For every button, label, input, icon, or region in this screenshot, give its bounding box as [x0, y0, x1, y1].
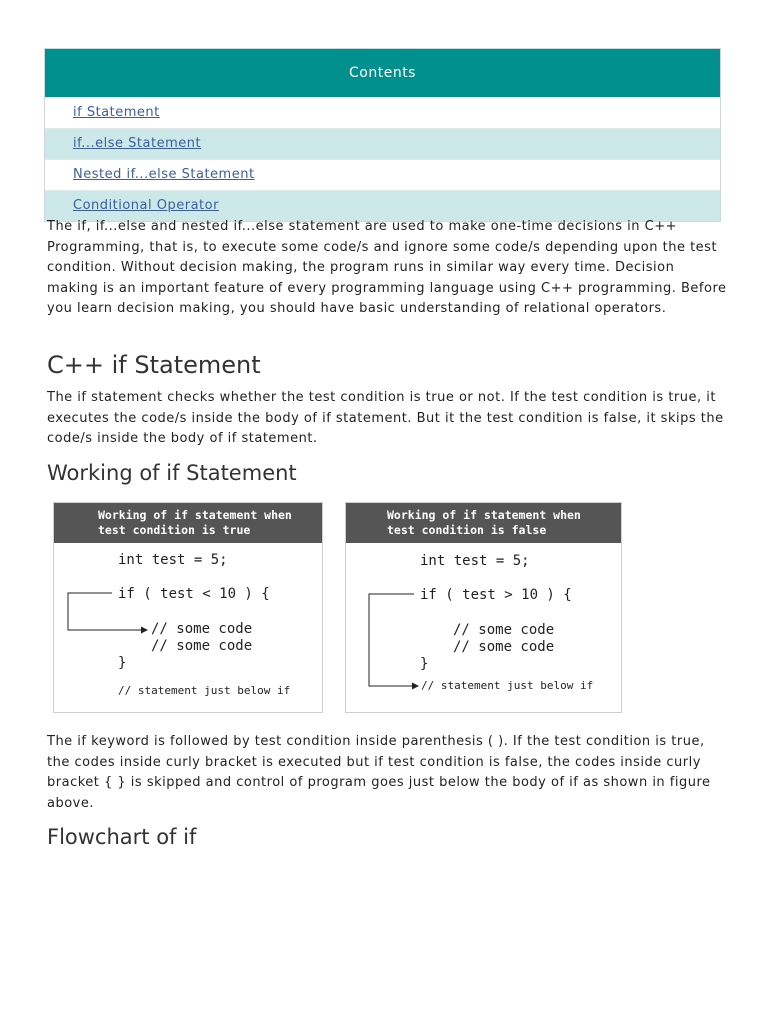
- contents-header: Contents: [45, 49, 720, 97]
- section-heading-if-statement: C++ if Statement: [47, 351, 261, 379]
- if-statement-paragraph: The if statement checks whether the test condition is true or not. If the test condition is true, it executes the code/s inside the body of if statement. But it the test condition is false, it skips the code/s inside the body of if statement.: [47, 390, 724, 447]
- figure-condition-true: [53, 502, 323, 713]
- code-line-if: if ( test > 10 ) {: [420, 587, 572, 603]
- toc-item-if-else-statement[interactable]: [45, 128, 720, 159]
- figure-condition-false: [345, 502, 622, 713]
- toc-link-nested-if-else[interactable]: Nested if...else Statement: [73, 167, 255, 182]
- figure-true-title-line2: test condition is true: [98, 523, 251, 537]
- flowchart-heading: Flowchart of if: [47, 825, 197, 849]
- code-line-declaration: int test = 5;: [118, 552, 228, 568]
- code-line-body-2: // some code: [453, 639, 555, 655]
- toc-item-if-statement[interactable]: [45, 97, 720, 128]
- code-line-if: if ( test < 10 ) {: [118, 586, 270, 602]
- figure-true-title-line1: Working of if statement when: [98, 508, 292, 522]
- working-heading: Working of if Statement: [47, 461, 297, 485]
- toc-link-if-else-statement[interactable]: if...else Statement: [73, 136, 202, 151]
- figure-false-title-line2: test condition is false: [387, 523, 547, 537]
- toc-item-nested-if-else[interactable]: [45, 159, 720, 190]
- explanation-paragraph: The if keyword is followed by test condition inside parenthesis ( ). If the test condition is true, the codes inside curly bracket is executed but if test condition is false, the codes inside curly bracket { } is skipped and control of program goes just below the body of if as shown in figure above.: [47, 734, 711, 811]
- code-line-close: }: [420, 656, 429, 672]
- code-line-body-1: // some code: [453, 622, 555, 638]
- figure-false-title-line1: Working of if statement when: [387, 508, 581, 522]
- code-line-close: }: [118, 655, 127, 671]
- code-line-declaration: int test = 5;: [420, 553, 530, 569]
- code-line-after-if: // statement just below if: [118, 684, 291, 697]
- toc-link-if-statement[interactable]: if Statement: [73, 105, 160, 120]
- flow-arrow-true: [54, 503, 322, 712]
- code-line-body-1: // some code: [151, 621, 253, 637]
- intro-paragraph: The if, if...else and nested if...else statement are used to make one-time decisions in C++ Programming, that is, to execute some code/s and ignore some code/s depending upon the test condition. Without decision making, the program runs in similar way every time. Decision making is an important feature of every programming language using C++ programming. Before you learn decision making, you should have basic understanding of relational operators.: [47, 219, 727, 317]
- contents-table: [44, 48, 721, 222]
- flow-arrow-false: [346, 503, 621, 712]
- code-line-body-2: // some code: [151, 638, 253, 654]
- toc-link-conditional-operator[interactable]: Conditional Operator: [73, 198, 219, 213]
- code-line-after-if: // statement just below if: [421, 679, 594, 692]
